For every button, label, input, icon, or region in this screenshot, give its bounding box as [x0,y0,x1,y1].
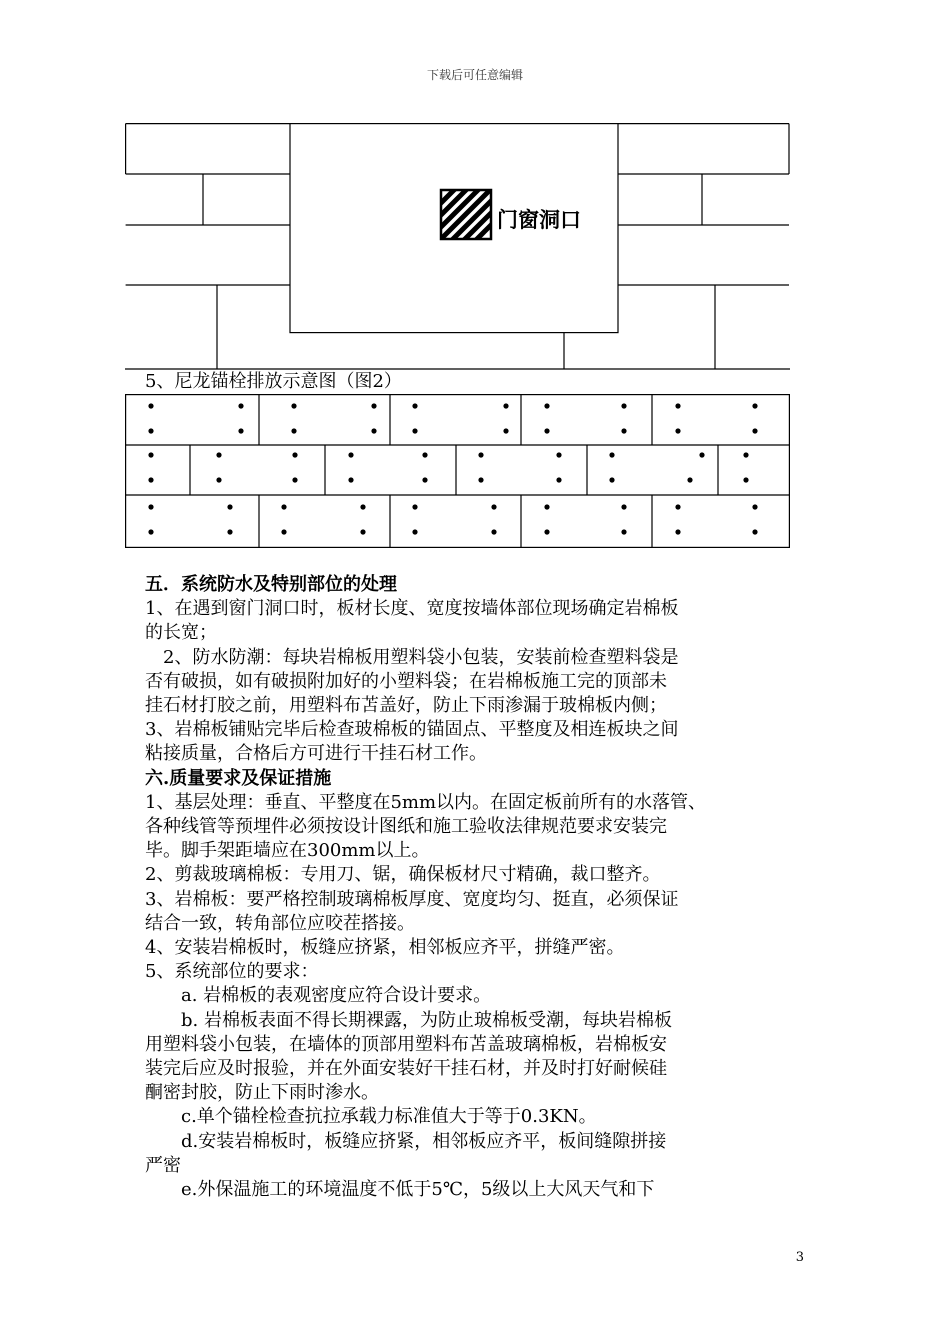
text-line: 严密 [145,1154,181,1176]
body-text [145,573,810,1202]
page-number: 3 [795,1250,804,1265]
text-line: 2、防水防潮：每块岩棉板用塑料袋小包装，安装前检查塑料袋是 [145,646,679,668]
text-line: 5、系统部位的要求： [145,961,319,983]
text-line: 各种线管等预埋件必须按设计图纸和施工验收法律规范要求安装完 [145,816,667,838]
text-line: 装完后应及时报验，并在外面安装好干挂石材，并及时打好耐候硅 [145,1058,667,1080]
text-line: a. 岩棉板的表观密度应符合设计要求。 [145,985,492,1007]
text-line: 的长宽； [145,622,217,644]
text-line: d.安装岩棉板时，板缝应挤紧，相邻板应齐平，板间缝隙拼接 [145,1130,667,1152]
text-line: 2、剪裁玻璃棉板：专用刀、锯，确保板材尺寸精确，裁口整齐。 [145,864,661,886]
anchor-layout-figure [125,394,790,548]
text-line: b. 岩棉板表面不得长期裸露，为防止玻棉板受潮，每块岩棉板 [145,1009,672,1031]
text-line: 酮密封胶，防止下雨时渗水。 [145,1082,379,1104]
text-line: c.单个锚栓检查抗拉承载力标准值大于等于0.3KN。 [145,1106,597,1128]
text-line: 结合一致，转角部位应咬茬搭接。 [145,912,415,934]
text-line: e.外保温施工的环境温度不低于5℃，5级以上大风天气和下 [145,1179,655,1201]
text-line: 粘接质量，合格后方可进行干挂石材工作。 [145,743,487,765]
text-line: 用塑料袋小包装，在墙体的顶部用塑料布苫盖玻璃棉板，岩棉板安 [145,1033,667,1055]
text-line: 毕。脚手架距墙应在300mm以上。 [145,840,430,862]
text-line: 挂石材打胶之前，用塑料布苫盖好，防止下雨渗漏于玻棉板内侧； [145,695,667,717]
text-line: 否有破损，如有破损附加好的小塑料袋；在岩棉板施工完的顶部未 [145,670,667,692]
section-heading: 六.质量要求及保证措施 [145,767,332,789]
text-line: 3、岩棉板：要严格控制玻璃棉板厚度、宽度均匀、挺直，必须保证 [145,888,679,910]
page-header: 下载后可任意编辑 [426,68,523,82]
anchor-dots [148,403,757,534]
panel-layout-figure [125,123,790,370]
section-heading: 五．系统防水及特别部位的处理 [145,574,397,595]
opening-label: 门窗洞口 [497,209,581,232]
text-line: 4、安装岩棉板时，板缝应挤紧，相邻板应齐平，拼缝严密。 [145,937,625,959]
text-line: 1、基层处理：垂直、平整度在5mm以内。在固定板前所有的水落管、 [145,791,707,813]
figure-caption: 5、尼龙锚栓排放示意图（图2） [145,371,402,392]
text-line: 1、在遇到窗门洞口时，板材长度、宽度按墙体部位现场确定岩棉板 [145,598,679,620]
text-line: 3、岩棉板铺贴完毕后检查玻棉板的锚固点、平整度及相连板块之间 [145,719,679,741]
